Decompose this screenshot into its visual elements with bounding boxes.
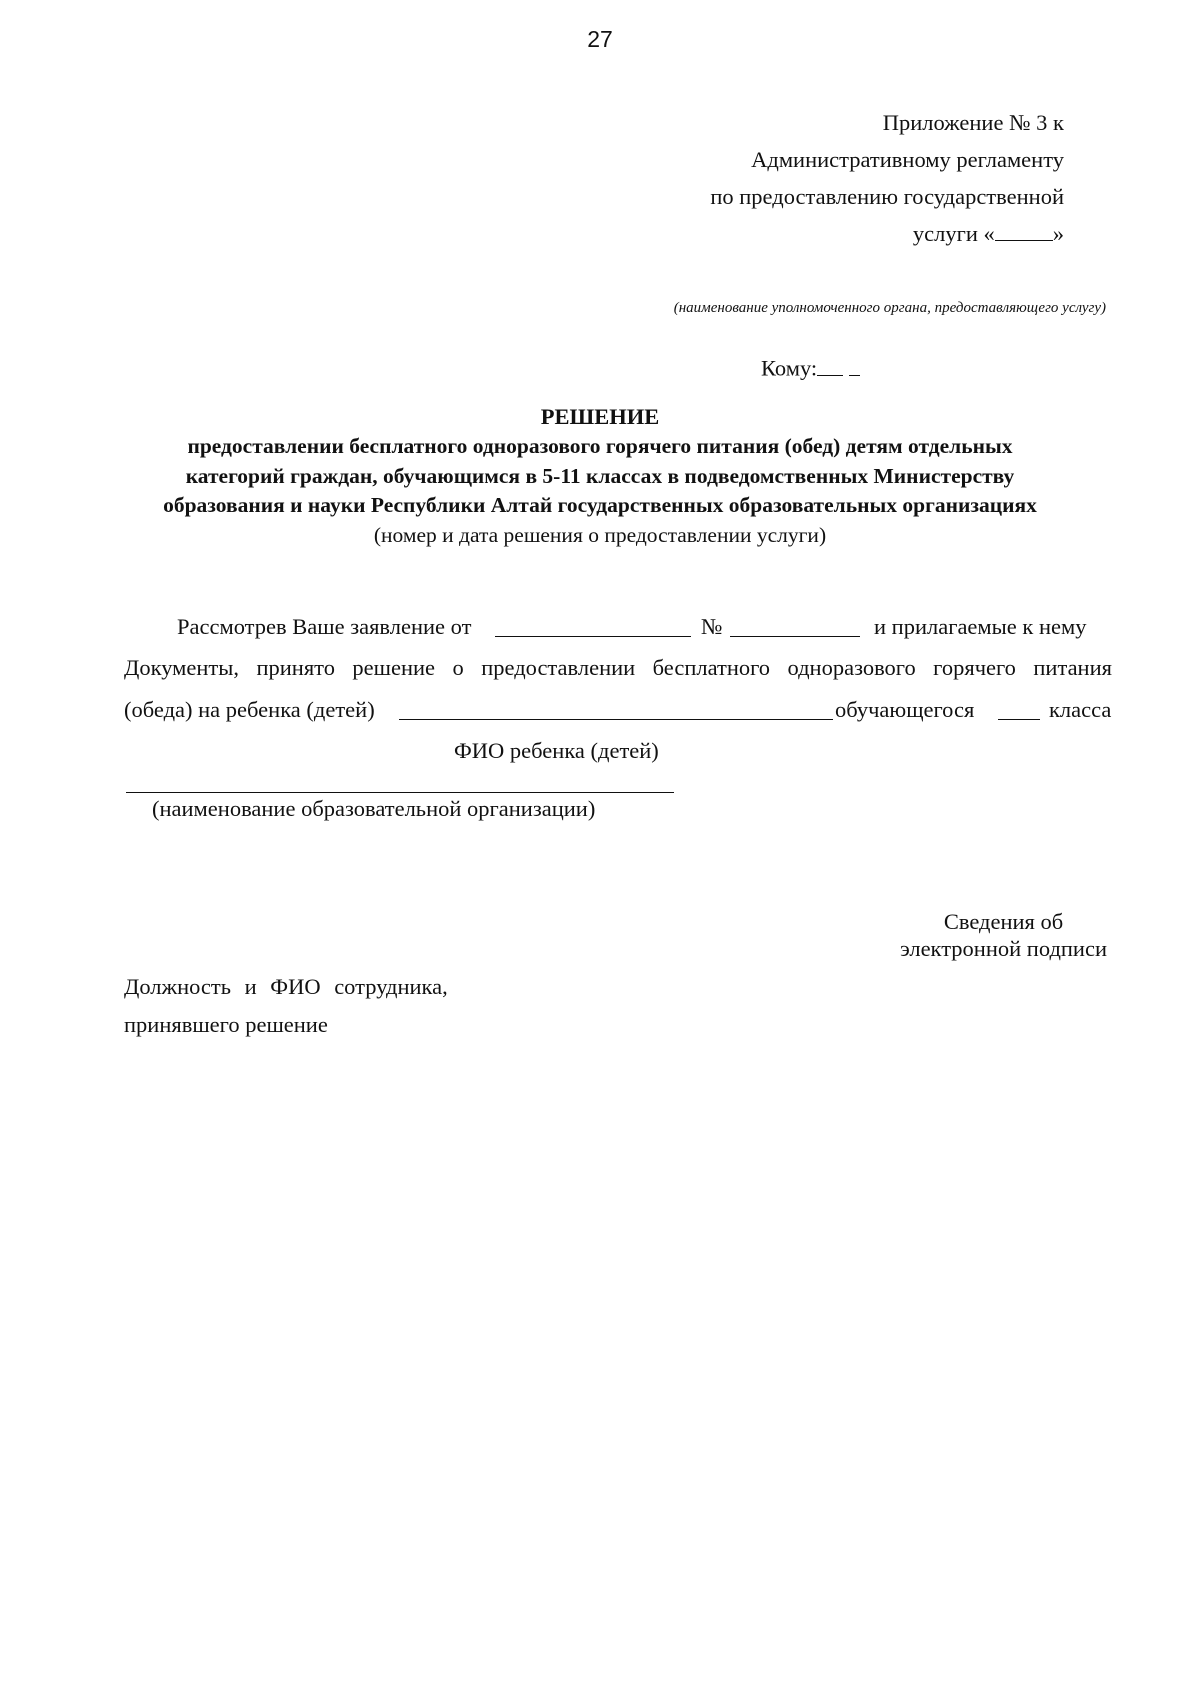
page-number: 27 xyxy=(587,26,613,52)
employee-position xyxy=(124,968,448,1044)
recipient-blank xyxy=(817,352,843,376)
application-date-blank xyxy=(495,636,691,637)
service-name-blank xyxy=(995,218,1053,242)
employee-position-line-1: Должность и ФИО сотрудника, xyxy=(124,974,448,999)
recipient-label: Кому: xyxy=(761,355,818,381)
decision-subject-line-1: предоставлении бесплатного одноразового горячего питания (обед) детям отдельных xyxy=(187,434,1013,458)
number-sign: № xyxy=(701,614,723,639)
signature-info-line-2: электронной подписи xyxy=(900,936,1107,961)
decision-subject-line-3: образования и науки Республики Алтай государственных образовательных организациях xyxy=(163,493,1037,517)
employee-position-line-2: принявшего решение xyxy=(124,1012,328,1037)
body-line-1-end: и прилагаемые к нему xyxy=(874,614,1087,639)
body-line-3-start: (обеда) на ребенка (детей) xyxy=(124,697,375,722)
organization-caption: (наименование образовательной организации) xyxy=(152,796,596,821)
appendix-line-2: Административному регламенту xyxy=(751,147,1064,172)
organization-blank xyxy=(126,792,674,793)
body-line-3-middle: обучающегося xyxy=(835,697,975,722)
appendix-line-3: по предоставлению государственной xyxy=(710,184,1064,209)
application-number-blank xyxy=(730,636,860,637)
child-name-caption: ФИО ребенка (детей) xyxy=(454,738,659,763)
child-name-blank xyxy=(399,719,833,720)
appendix-header xyxy=(710,104,1064,252)
recipient-blank-2 xyxy=(849,352,860,376)
decision-subject xyxy=(100,432,1100,521)
service-suffix: » xyxy=(1052,221,1064,246)
decision-subject-line-2: категорий граждан, обучающимся в 5-11 классах в подведомственных Министерству xyxy=(185,463,1015,488)
decision-heading xyxy=(100,402,1100,550)
decision-number-caption: (номер и дата решения о предоставлении услуги) xyxy=(373,522,827,547)
body-line-1-start: Рассмотрев Ваше заявление от xyxy=(177,614,472,639)
signature-info xyxy=(900,908,1107,962)
signature-info-line-1: Сведения об xyxy=(943,909,1064,934)
appendix-line-1: Приложение № 3 к xyxy=(882,110,1064,135)
service-prefix: услуги « xyxy=(912,221,995,246)
grade-blank xyxy=(998,719,1040,720)
body-line-2: Документы, принято решение о предоставлении бесплатного одноразового горячего питания xyxy=(124,655,1112,680)
body-line-3-end: класса xyxy=(1049,697,1112,722)
appendix-line-4 xyxy=(710,215,1064,252)
recipient-line xyxy=(761,352,860,382)
decision-title: РЕШЕНИЕ xyxy=(540,404,660,429)
authority-caption: (наименование уполномоченного органа, предоставляющего услугу) xyxy=(673,300,1106,316)
